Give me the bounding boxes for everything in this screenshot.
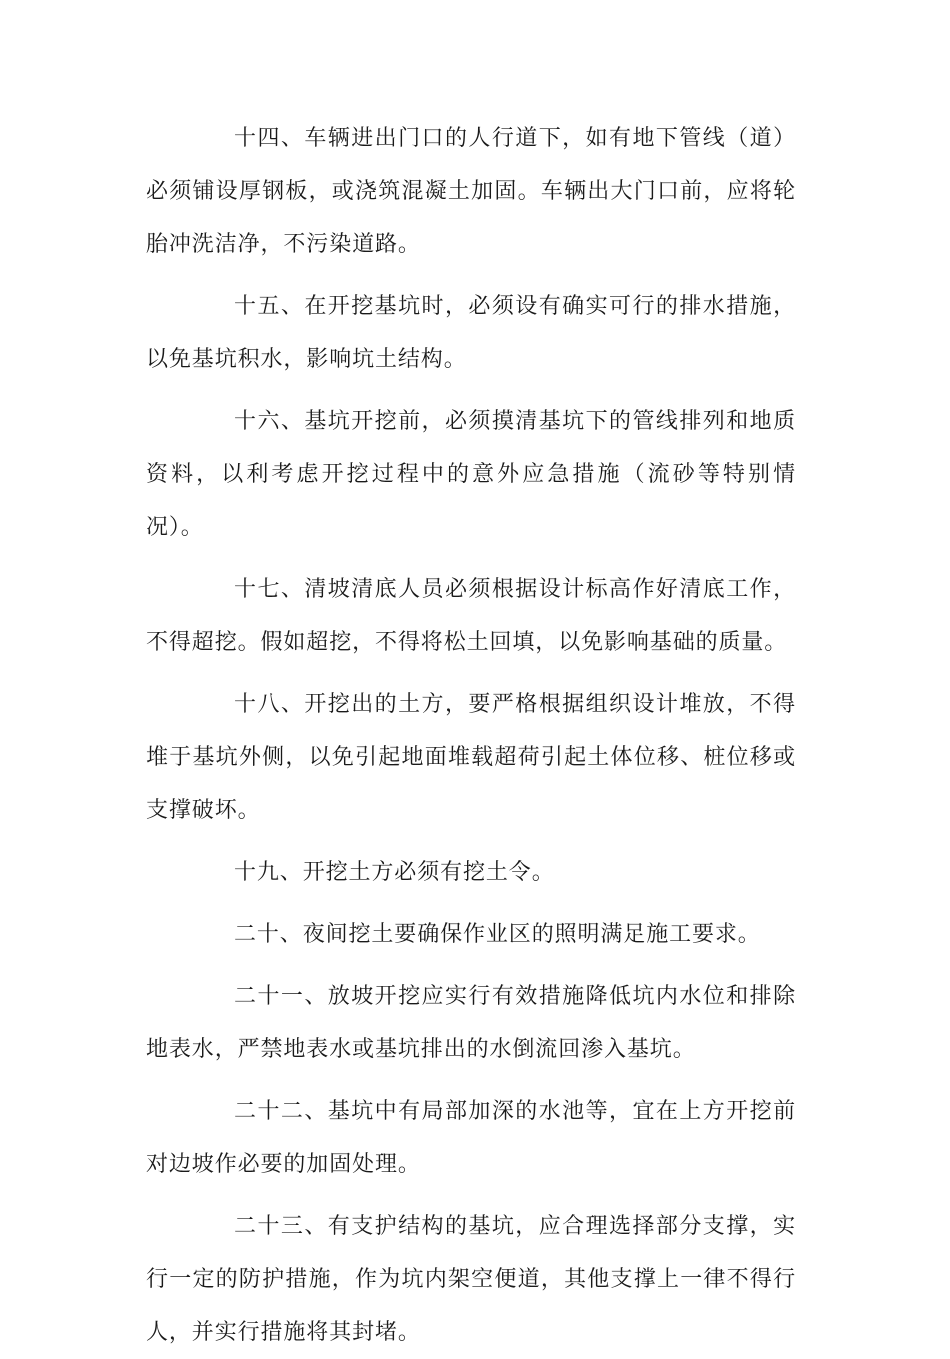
- document-body: [146, 112, 796, 1359]
- paragraph-18: 十八、开挖出的土方，要严格根据组织设计堆放，不得堆于基坑外侧，以免引起地面堆载超荷引起土体位移、桩位移或支撑破坏。: [146, 692, 796, 823]
- paragraph-16: 十六、基坑开挖前，必须摸清基坑下的管线排列和地质资料，以利考虑开挖过程中的意外应急措施（流砂等特别情况）。: [146, 409, 796, 540]
- paragraph-14: 十四、车辆进出门口的人行道下，如有地下管线（道）必须铺设厚钢板，或浇筑混凝土加固。车辆出大门口前，应将轮胎冲洗洁净，不污染道路。: [146, 126, 796, 257]
- paragraph-22: 二十二、基坑中有局部加深的水池等，宜在上方开挖前对边坡作必要的加固处理。: [146, 1099, 796, 1177]
- paragraph-17: 十七、清坡清底人员必须根据设计标高作好清底工作，不得超挖。假如超挖，不得将松土回填，以免影响基础的质量。: [146, 577, 796, 655]
- paragraph-15: 十五、在开挖基坑时，必须设有确实可行的排水措施，以免基坑积水，影响坑土结构。: [146, 294, 796, 372]
- paragraph-19: 十九、开挖土方必须有挖土令。: [234, 860, 555, 885]
- paragraph-23: 二十三、有支护结构的基坑，应合理选择部分支撑，实行一定的防护措施，作为坑内架空便道，其他支撑上一律不得行人，并实行措施将其封堵。: [146, 1214, 796, 1345]
- paragraph-20: 二十、夜间挖土要确保作业区的照明满足施工要求。: [234, 922, 761, 947]
- paragraph-21: 二十一、放坡开挖应实行有效措施降低坑内水位和排除地表水，严禁地表水或基坑排出的水倒流回渗入基坑。: [146, 984, 796, 1062]
